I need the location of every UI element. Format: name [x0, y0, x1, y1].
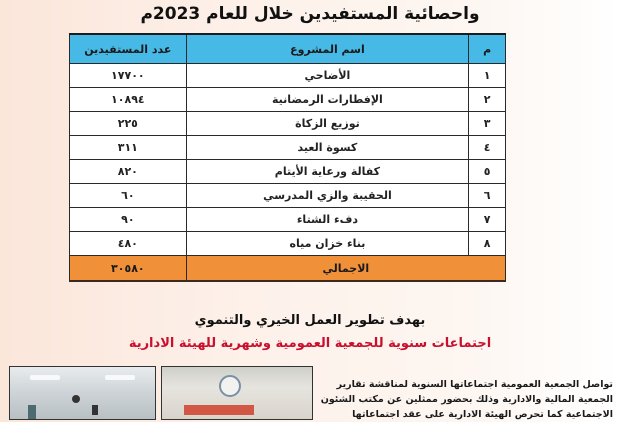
header-beneficiaries-count: عدد المستفيدين: [70, 34, 187, 64]
row-number: ٣: [469, 112, 506, 136]
row-count: ٢٢٥: [70, 112, 187, 136]
row-count: ١٧٧٠٠: [70, 64, 187, 88]
beneficiaries-table: [69, 33, 506, 282]
header-project-name: اسم المشروع: [186, 34, 469, 64]
row-number: ٦: [469, 184, 506, 208]
meetings-paragraph: [318, 377, 613, 422]
row-count: ٩٠: [70, 208, 187, 232]
row-project-name: دفء الشتاء: [186, 208, 469, 232]
table-row: [70, 88, 506, 112]
row-number: ٨: [469, 232, 506, 256]
row-count: ١٠٨٩٤: [70, 88, 187, 112]
assembly-banner-photo: [161, 366, 313, 420]
window: [28, 405, 36, 419]
row-project-name: كفالة ورعاية الأيتام: [186, 160, 469, 184]
paragraph-line: تواصل الجمعية العمومية اجتماعاتها السنوية لمناقشة تقارير: [336, 379, 613, 390]
wall-frame: [92, 405, 98, 415]
table-row: [70, 208, 506, 232]
section-heading: اجتماعات سنوية للجمعية العمومية وشهرية للهيئة الادارية: [128, 336, 492, 351]
table-row: [70, 136, 506, 160]
paragraph-line: الجمعية المالية والادارية وذلك بحضور ممثلين عن مكتب الشئون: [320, 394, 613, 405]
table-row: [70, 160, 506, 184]
page-title: واحصائية المستفيدين خلال للعام 2023م: [140, 4, 480, 24]
row-project-name: الإفطارات الرمضانية: [186, 88, 469, 112]
row-project-name: الحقيبة والزي المدرسي: [186, 184, 469, 208]
row-project-name: الأضاحي: [186, 64, 469, 88]
row-number: ٢: [469, 88, 506, 112]
row-number: ٧: [469, 208, 506, 232]
row-count: ٤٨٠: [70, 232, 187, 256]
row-count: ٨٢٠: [70, 160, 187, 184]
table-row: [70, 232, 506, 256]
row-project-name: بناء خزان مياه: [186, 232, 469, 256]
table-row: [70, 184, 506, 208]
row-number: ١: [469, 64, 506, 88]
section-subtitle: بهدف تطوير العمل الخيري والتنموي: [194, 313, 426, 328]
total-label: الاجمالي: [186, 256, 505, 282]
row-count: ٦٠: [70, 184, 187, 208]
row-number: ٥: [469, 160, 506, 184]
ceiling-light: [30, 375, 60, 380]
ceiling-fixture: [72, 395, 80, 403]
meeting-room-photo: [9, 366, 156, 420]
banner-title-strip: [184, 405, 254, 415]
row-project-name: توزيع الزكاة: [186, 112, 469, 136]
paragraph-line: الاجتماعية كما تحرص الهيئة الادارية على عقد اجتماعاتها: [352, 409, 613, 420]
table-total-row: [70, 256, 506, 282]
table-row: [70, 112, 506, 136]
table-row: [70, 64, 506, 88]
row-number: ٤: [469, 136, 506, 160]
header-number: م: [469, 34, 506, 64]
row-count: ٣١١: [70, 136, 187, 160]
association-logo-icon: [219, 375, 241, 397]
ceiling-light: [105, 375, 135, 380]
table-header-row: [70, 34, 506, 64]
row-project-name: كسوة العيد: [186, 136, 469, 160]
total-count: ٣٠٥٨٠: [70, 256, 187, 282]
